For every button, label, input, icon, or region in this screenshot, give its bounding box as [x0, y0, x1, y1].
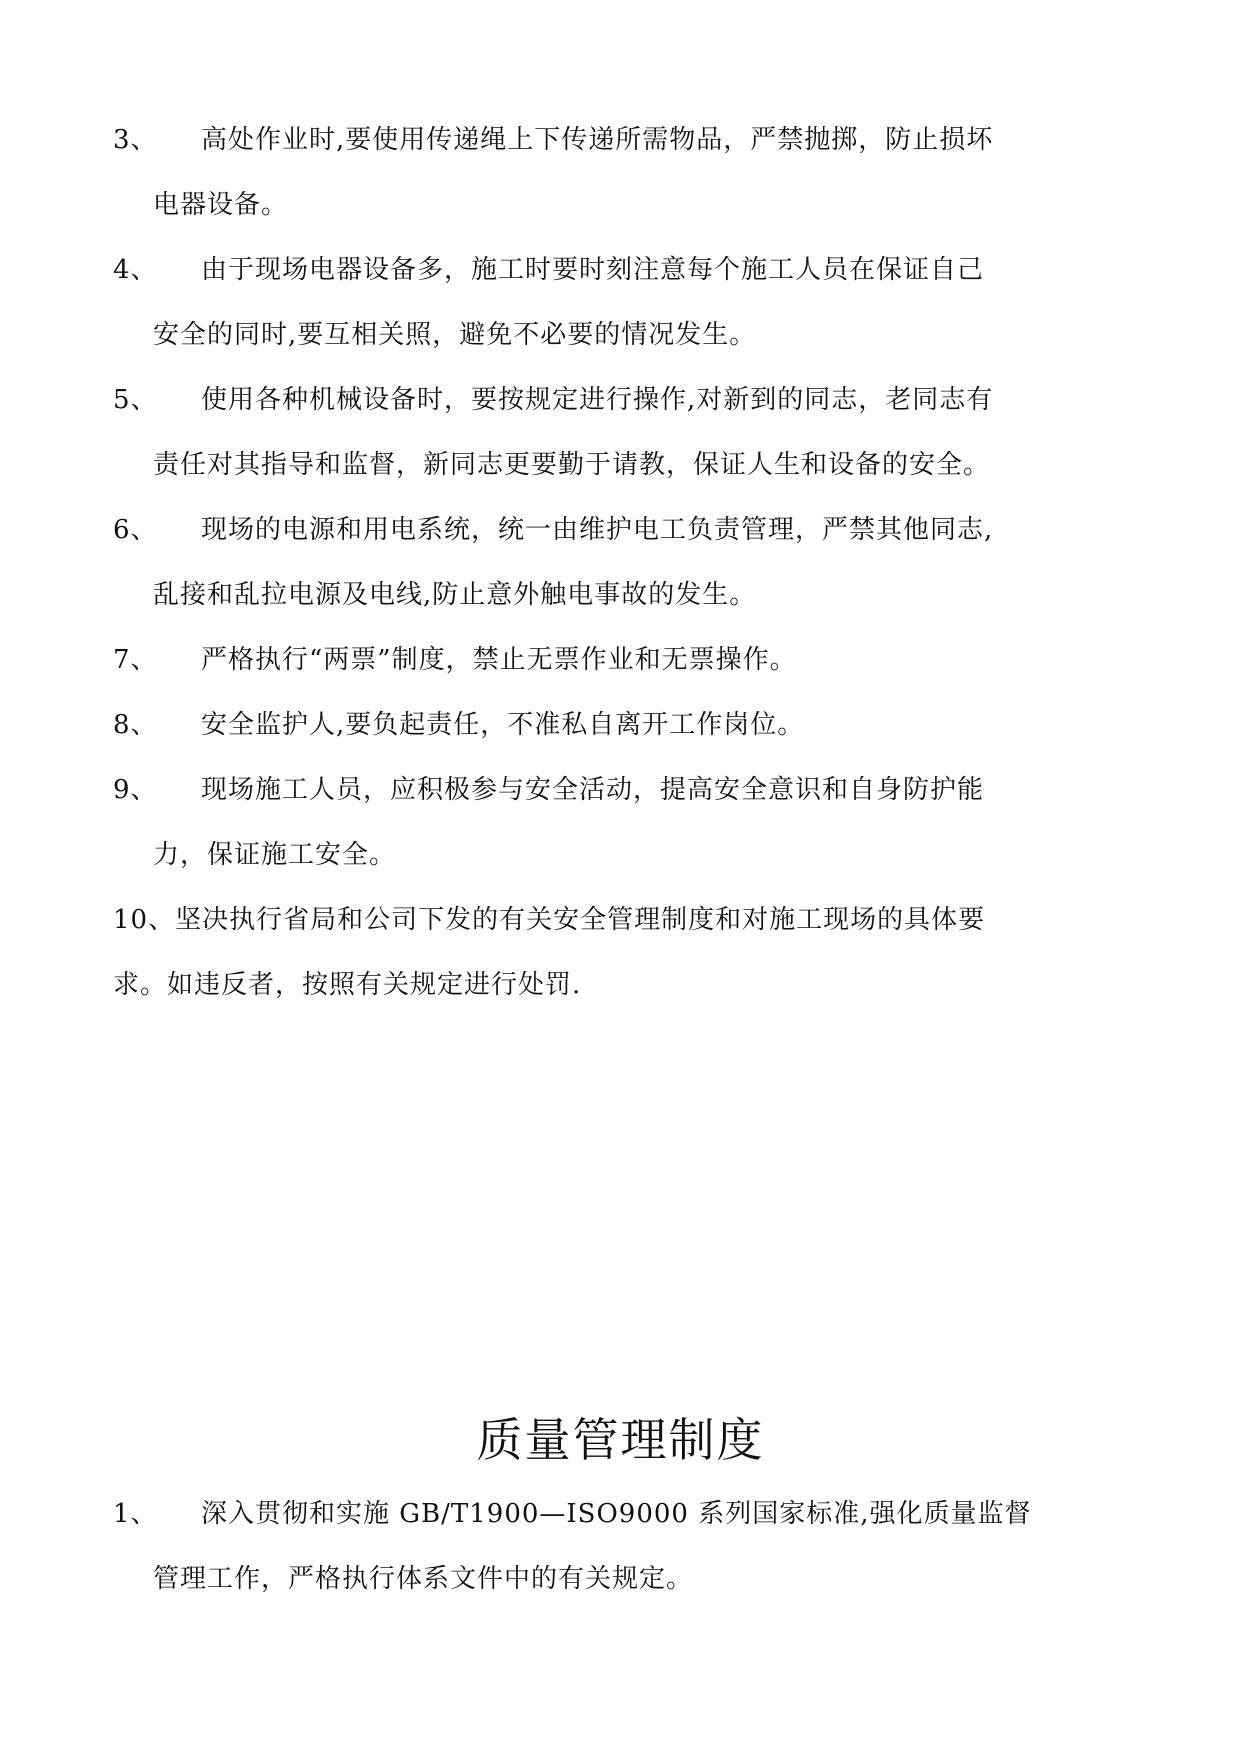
- item-text-continued: 电器设备。: [153, 190, 289, 220]
- list-item: [113, 498, 1053, 628]
- item-text-continued: 求。如违反者，按照有关规定进行处罚.: [113, 970, 582, 1000]
- item-text: 严格执行“两票”制度，禁止无票作业和无票操作。: [201, 645, 797, 675]
- item-text: 深入贯彻和实施 GB/T1900—ISO9000 系列国家标准,强化质量监督: [201, 1499, 1032, 1529]
- section-title: 质量管理制度: [476, 1413, 765, 1467]
- item-text-continued: 安全的同时,要互相关照，避免不必要的情况发生。: [153, 320, 757, 350]
- item-number: 9、: [113, 775, 158, 805]
- item-number: 5、: [113, 385, 158, 415]
- list-item: [113, 693, 1053, 758]
- item-text: 现场的电源和用电系统，统一由维护电工负责管理，严禁其他同志,: [201, 515, 994, 545]
- item-text-continued: 乱接和乱拉电源及电线,防止意外触电事故的发生。: [153, 580, 757, 610]
- list-item: [113, 108, 1053, 238]
- item-number: 7、: [113, 645, 158, 675]
- item-text-continued: 管理工作，严格执行体系文件中的有关规定。: [153, 1564, 694, 1594]
- list-item: [113, 758, 1053, 888]
- item-text: 现场施工人员，应积极参与安全活动，提高安全意识和自身防护能: [201, 775, 985, 805]
- item-text: 由于现场电器设备多，施工时要时刻注意每个施工人员在保证自己: [201, 255, 985, 285]
- list-item: [113, 628, 1053, 693]
- item-number: 10、: [113, 905, 176, 935]
- item-text: 高处作业时,要使用传递绳上下传递所需物品，严禁抛掷，防止损坏: [201, 125, 994, 155]
- item-number: 4、: [113, 255, 158, 285]
- list-item: [113, 368, 1053, 498]
- item-number: 1、: [113, 1499, 158, 1529]
- item-text-continued: 力，保证施工安全。: [153, 840, 397, 870]
- list-item: [113, 238, 1053, 368]
- item-text-continued: 责任对其指导和监督，新同志更要勤于请教，保证人生和设备的安全。: [153, 450, 991, 480]
- item-number: 8、: [113, 710, 158, 740]
- item-text: 使用各种机械设备时，要按规定进行操作,对新到的同志，老同志有: [201, 385, 994, 415]
- list-item: [113, 1482, 1053, 1612]
- item-number: 6、: [113, 515, 158, 545]
- list-item: [113, 888, 1053, 1018]
- item-text: 安全监护人,要负起责任，不准私自离开工作岗位。: [201, 710, 805, 740]
- item-text: 坚决执行省局和公司下发的有关安全管理制度和对施工现场的具体要: [175, 905, 986, 935]
- item-number: 3、: [113, 125, 158, 155]
